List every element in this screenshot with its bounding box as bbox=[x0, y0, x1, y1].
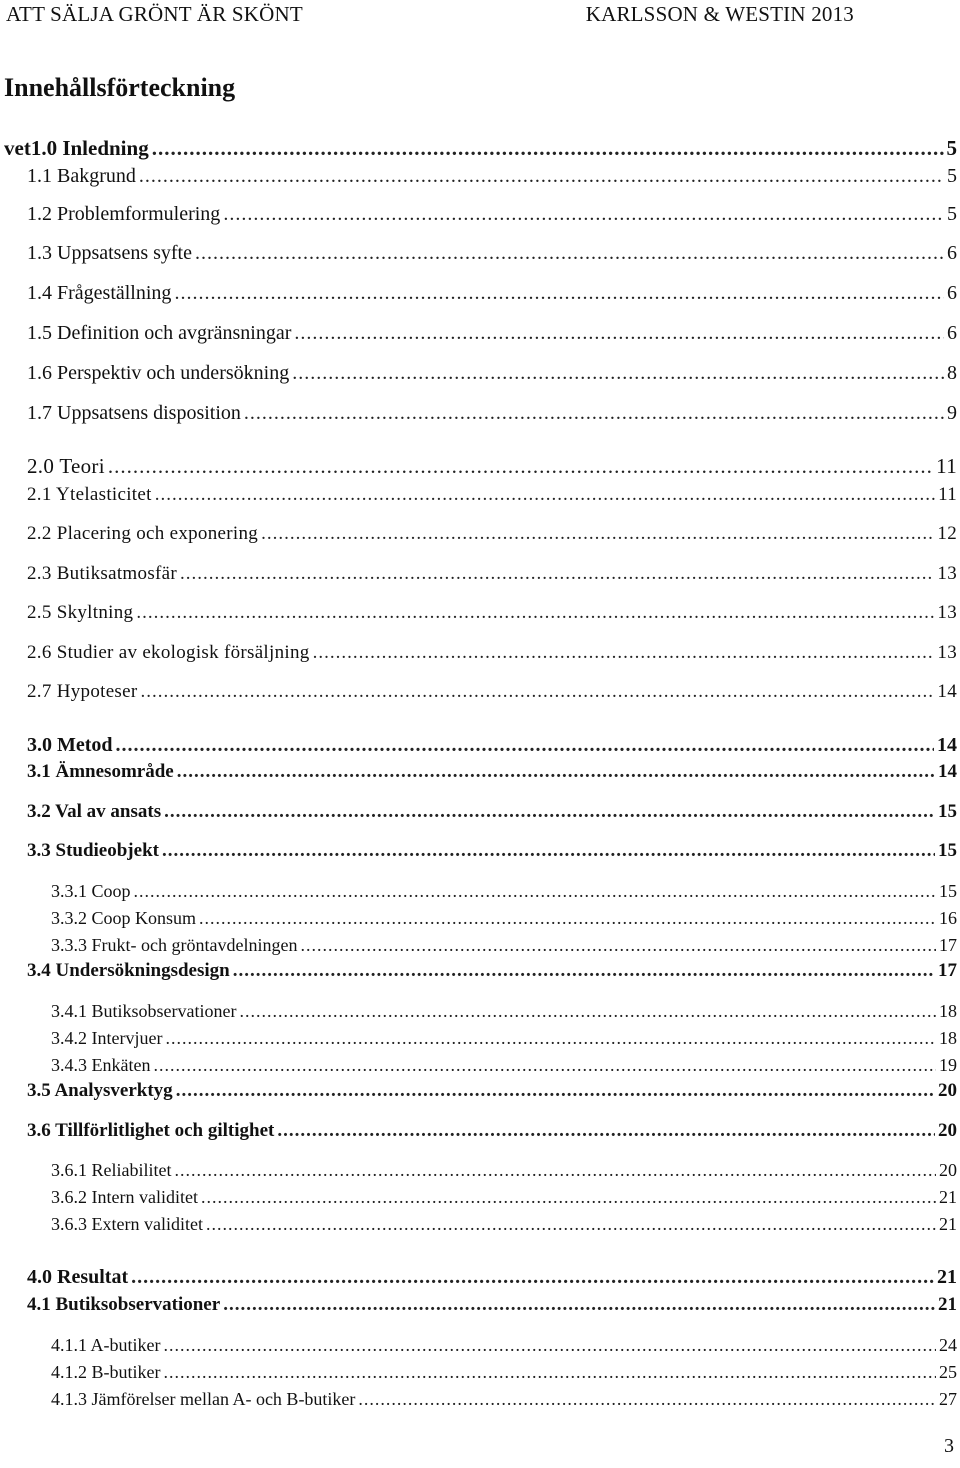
toc-entry[interactable]: 2.0 Teori ..... 11 bbox=[27, 454, 957, 479]
toc-entry[interactable]: 1.3 Uppsatsens syfte ..... 6 bbox=[27, 242, 957, 265]
toc-entry[interactable]: 2.1 Ytelasticitet ..... 11 bbox=[27, 484, 957, 506]
toc-entry[interactable]: 3.1 Ämnesområde ..... 14 bbox=[27, 761, 957, 783]
page-number: 3 bbox=[944, 1435, 954, 1457]
toc-entry[interactable]: 4.1.2 B-butiker ..... 25 bbox=[51, 1362, 957, 1383]
toc-entry[interactable]: 1.5 Definition och avgränsningar ..... 6 bbox=[27, 322, 957, 345]
toc-entry[interactable]: 1.7 Uppsatsens disposition ..... 9 bbox=[27, 402, 957, 425]
toc-entry[interactable]: 3.6.1 Reliabilitet ..... 20 bbox=[51, 1160, 957, 1181]
toc-entry[interactable]: 4.1.3 Jämförelser mellan A- och B-butiker ..... 27 bbox=[51, 1389, 957, 1410]
toc-entry[interactable]: 1.1 Bakgrund ..... 5 bbox=[27, 165, 957, 188]
toc-entry[interactable]: 3.6 Tillförlitlighet och giltighet ..... 20 bbox=[27, 1120, 957, 1142]
toc-entry[interactable]: 4.1 Butiksobservationer ..... 21 bbox=[27, 1294, 957, 1316]
toc-entry[interactable]: 3.4.1 Butiksobservationer ..... 18 bbox=[51, 1001, 957, 1022]
toc-entry[interactable]: 2.7 Hypoteser ..... 14 bbox=[27, 681, 957, 703]
toc-entry[interactable]: 2.6 Studier av ekologisk försäljning ..... 13 bbox=[27, 642, 957, 664]
toc-entry[interactable]: 3.2 Val av ansats ..... 15 bbox=[27, 801, 957, 823]
toc-entry[interactable]: 4.1.1 A-butiker ..... 24 bbox=[51, 1335, 957, 1356]
toc-entry[interactable]: 3.4.2 Intervjuer ..... 18 bbox=[51, 1028, 957, 1049]
toc-entry[interactable]: 3.4 Undersökningsdesign ..... 17 bbox=[27, 960, 957, 982]
toc-entry[interactable]: 1.2 Problemformulering ..... 5 bbox=[27, 203, 957, 226]
toc-entry[interactable]: 3.6.3 Extern validitet ..... 21 bbox=[51, 1214, 957, 1235]
toc-entry[interactable]: 2.5 Skyltning ..... 13 bbox=[27, 602, 957, 624]
toc-entry[interactable]: 4.0 Resultat ..... 21 bbox=[27, 1266, 957, 1289]
toc-entry[interactable]: 1.6 Perspektiv och undersökning ..... 8 bbox=[27, 362, 957, 385]
toc-entry[interactable]: 2.3 Butiksatmosfär ..... 13 bbox=[27, 563, 957, 585]
running-header-title: ATT SÄLJA GRÖNT ÄR SKÖNT bbox=[6, 2, 303, 26]
toc-entry[interactable]: 1.4 Frågeställning ..... 6 bbox=[27, 282, 957, 305]
toc-entry[interactable]: 3.3 Studieobjekt ..... 15 bbox=[27, 840, 957, 862]
toc-title: Innehållsförteckning bbox=[4, 73, 236, 102]
toc-entry[interactable]: 2.2 Placering och exponering ..... 12 bbox=[27, 523, 957, 545]
toc-entry[interactable]: 3.0 Metod ..... 14 bbox=[27, 734, 957, 757]
toc-entry[interactable]: 3.6.2 Intern validitet ..... 21 bbox=[51, 1187, 957, 1208]
running-header-authors: KARLSSON & WESTIN 2013 bbox=[585, 2, 854, 26]
toc-entry[interactable]: 3.3.2 Coop Konsum ..... 16 bbox=[51, 908, 957, 929]
toc-entry[interactable]: vet1.0 Inledning ..... 5 bbox=[4, 136, 957, 161]
toc-entry[interactable]: 3.4.3 Enkäten ..... 19 bbox=[51, 1055, 957, 1076]
toc-entry[interactable]: 3.3.3 Frukt- och gröntavdelningen ..... 17 bbox=[51, 935, 957, 956]
toc-entry[interactable]: 3.5 Analysverktyg ..... 20 bbox=[27, 1080, 957, 1102]
toc-entry[interactable]: 3.3.1 Coop ..... 15 bbox=[51, 881, 957, 902]
